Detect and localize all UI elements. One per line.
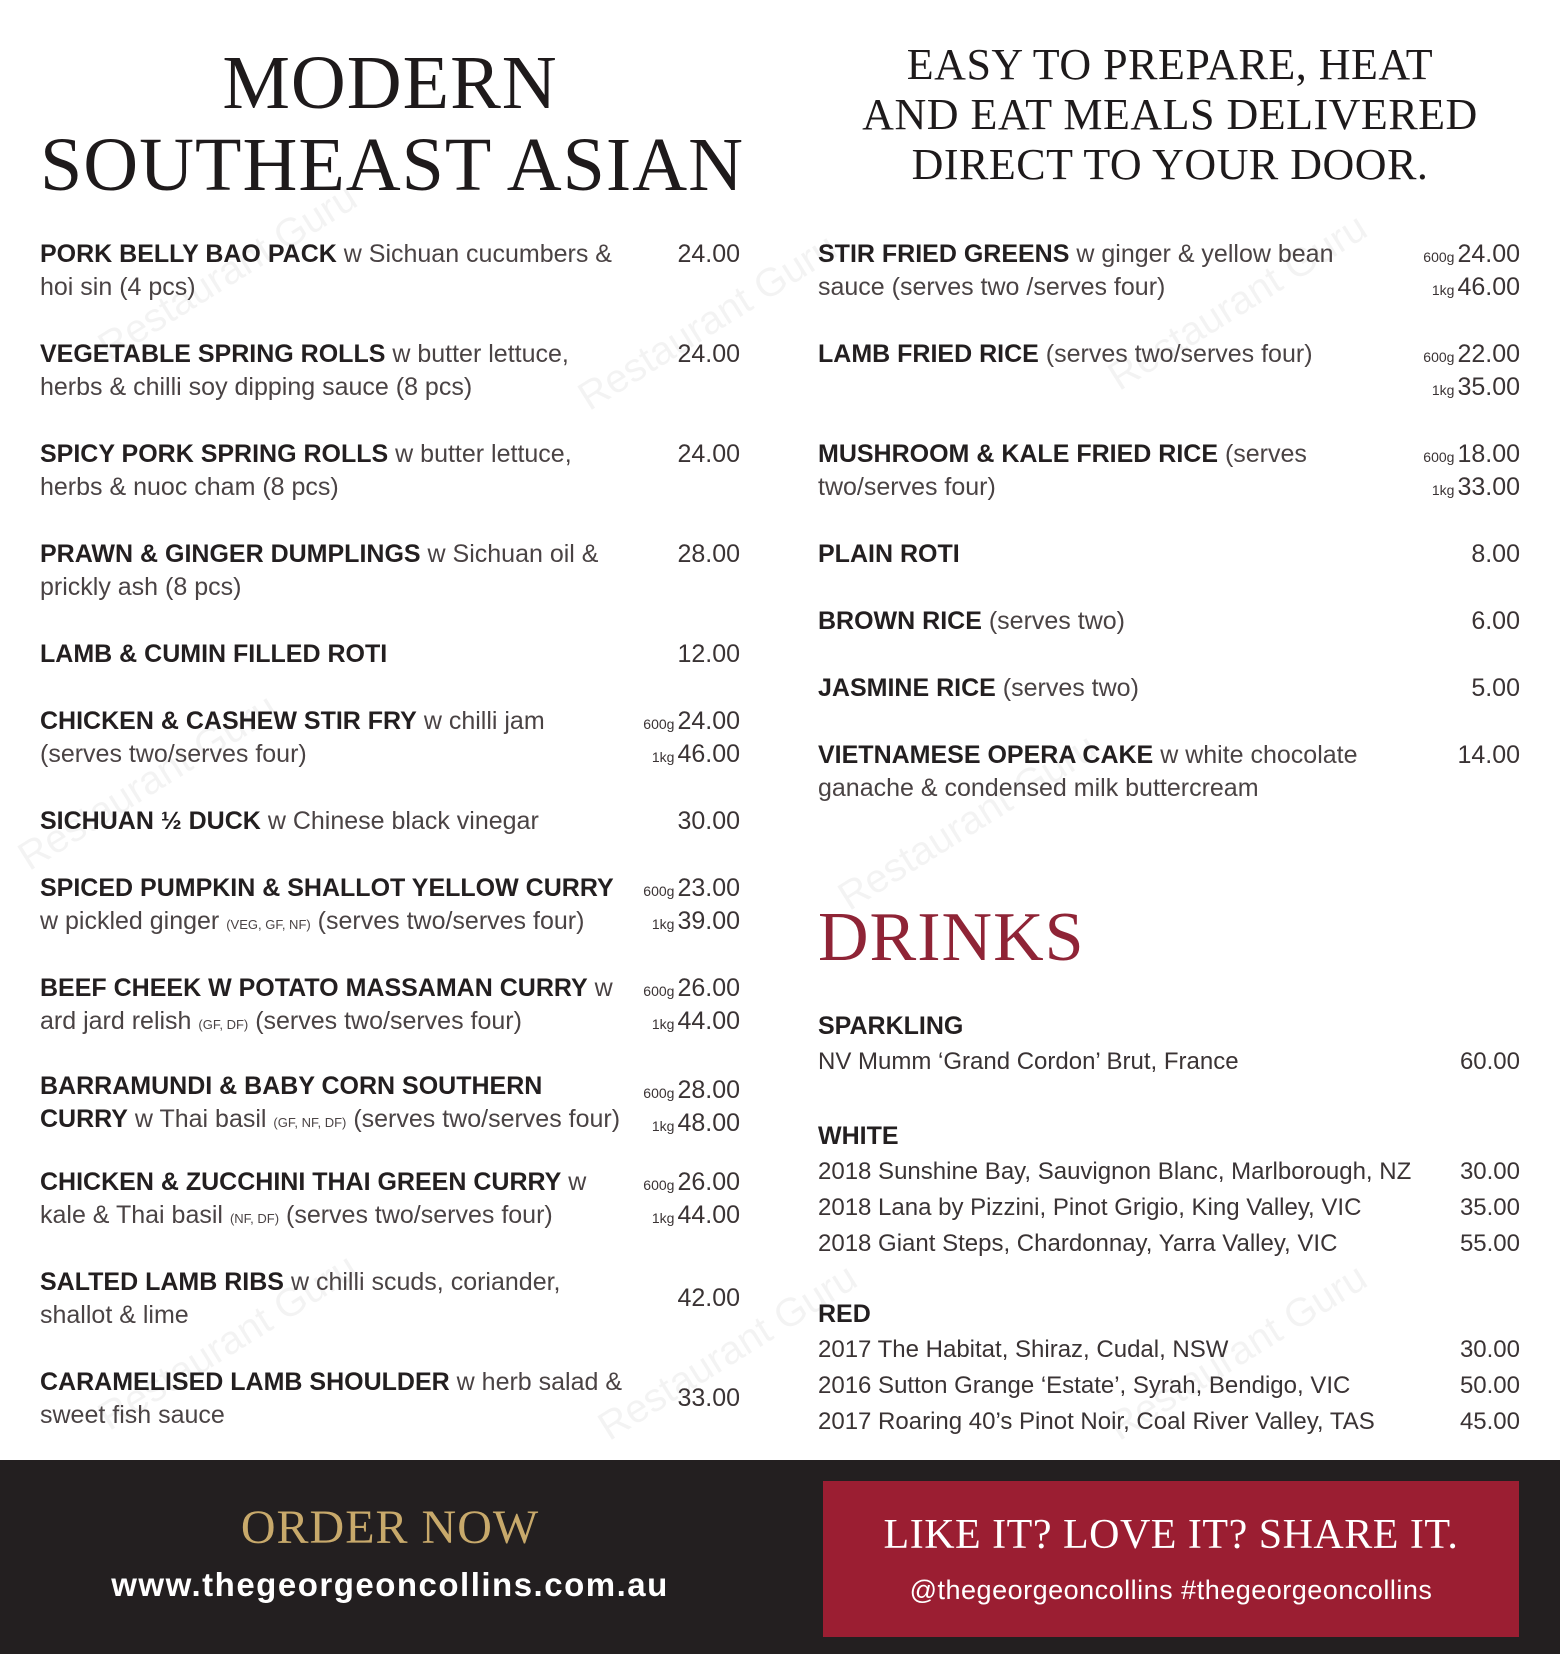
menu-item-text: [40, 1166, 625, 1235]
wine-name: NV Mumm ‘Grand Cordon’ Brut, France: [818, 1048, 1239, 1075]
wine-section-white: [818, 1118, 1520, 1262]
order-now-heading: ORDER NOW: [240, 1501, 540, 1554]
item-description: w herb salad & sweet fish sauce: [40, 1368, 623, 1429]
item-prices: [677, 638, 740, 671]
item-serving-note: (serves two/serves four): [286, 1201, 553, 1229]
footer-bar: [0, 1460, 1560, 1654]
menu-item-text: [40, 872, 625, 941]
item-name: CARAMELISED LAMB SHOULDER: [40, 1368, 450, 1396]
menu-item-text: [818, 338, 1388, 371]
wine-name: 2017 Roaring 40’s Pinot Noir, Coal River Valley, TAS: [818, 1408, 1375, 1435]
portion-size: 600g: [643, 1177, 675, 1193]
item-name: SPICY PORK SPRING ROLLS: [40, 440, 389, 468]
price: 39.00: [677, 907, 740, 935]
item-serving-note: (serves two/serves four): [353, 1105, 621, 1133]
wine-price: 30.00: [1459, 1158, 1520, 1185]
item-name: BARRAMUNDI & BABY CORN SOUTHERN CURRY: [40, 1072, 543, 1133]
item-name: PRAWN & GINGER DUMPLINGS: [40, 540, 421, 568]
social-handles[interactable]: @thegeorgeoncollins #thegeorgeoncollins: [909, 1575, 1433, 1605]
price: 26.00: [677, 1168, 740, 1196]
item-name: BEEF CHEEK W POTATO MASSAMAN CURRY: [40, 974, 588, 1002]
item-prices: [1471, 538, 1520, 571]
price-line: [643, 1107, 740, 1140]
menu-item-text: [818, 538, 1388, 571]
item-name: CHICKEN & CASHEW STIR FRY: [40, 707, 417, 735]
price-line: [1423, 271, 1520, 304]
price: 33.00: [677, 1384, 740, 1412]
price-line: [677, 638, 740, 671]
item-prices: [677, 438, 740, 471]
price-line: [643, 705, 740, 738]
item-description: w kale & Thai basil: [40, 1168, 587, 1229]
wine-category: WHITE: [818, 1122, 899, 1150]
price: 24.00: [677, 340, 740, 368]
item-name: CHICKEN & ZUCCHINI THAI GREEN CURRY: [40, 1168, 562, 1196]
item-prices: [643, 1074, 740, 1140]
wine-price: 35.00: [1459, 1194, 1520, 1221]
price-line: [1471, 672, 1520, 705]
price-line: [1457, 739, 1520, 772]
item-description: w butter lettuce, herbs & chilli soy dipping sauce (8 pcs): [40, 340, 569, 401]
item-name: LAMB FRIED RICE: [818, 340, 1039, 368]
portion-size: 1kg: [1431, 382, 1455, 398]
item-prices: [643, 872, 740, 938]
portion-size: 600g: [643, 883, 675, 899]
wine-row: [818, 1368, 1520, 1404]
wine-price: 60.00: [1459, 1048, 1520, 1075]
menu-item-text: [818, 672, 1388, 705]
menu-item-text: [40, 1070, 625, 1139]
title-line: MODERN: [222, 41, 558, 125]
price-line: [677, 538, 740, 571]
price: 28.00: [677, 540, 740, 568]
menu-item-text: [818, 438, 1388, 504]
wine-name: 2018 Giant Steps, Chardonnay, Yarra Valley, VIC: [818, 1230, 1338, 1257]
item-prices: [1423, 238, 1520, 304]
wine-name: 2017 The Habitat, Shiraz, Cudal, NSW: [818, 1336, 1229, 1363]
wine-section-red: [818, 1296, 1520, 1440]
portion-size: 1kg: [1431, 282, 1455, 298]
item-description: (serves two): [1002, 674, 1139, 702]
page-title: [40, 41, 745, 207]
price-line: [1471, 605, 1520, 638]
menu-item-text: [818, 605, 1388, 638]
price-line: [1423, 338, 1520, 371]
menu-item-text: [40, 1266, 625, 1332]
price: 24.00: [677, 707, 740, 735]
price: 24.00: [677, 240, 740, 268]
item-prices: [1457, 739, 1520, 772]
item-name: SALTED LAMB RIBS: [40, 1268, 284, 1296]
item-description: w Sichuan oil & prickly ash (8 pcs): [40, 540, 599, 601]
wine-section-sparkling: [818, 1008, 1520, 1080]
item-description: w Thai basil: [134, 1105, 267, 1133]
price-line: [677, 1282, 740, 1315]
menu-item-text: [40, 638, 625, 671]
tagline-line: AND EAT MEALS DELIVERED: [862, 90, 1478, 139]
price-line: [643, 1005, 740, 1038]
item-description: (serves two/serves four): [818, 440, 1307, 501]
website-link[interactable]: www.thegeorgeoncollins.com.au: [111, 1566, 669, 1603]
item-name: JASMINE RICE: [818, 674, 996, 702]
item-description: w butter lettuce, herbs & nuoc cham (8 pcs): [40, 440, 572, 501]
menu-item-text: [40, 805, 625, 838]
item-description: w pickled ginger: [40, 907, 220, 935]
portion-size: 1kg: [651, 1016, 675, 1032]
price-line: [1423, 471, 1520, 504]
item-name: STIR FRIED GREENS: [818, 240, 1070, 268]
wine-row: [818, 1226, 1520, 1262]
wine-category: RED: [818, 1300, 871, 1328]
price: 6.00: [1471, 607, 1520, 635]
menu-item-text: [40, 1366, 625, 1432]
menu-item-text: [818, 739, 1388, 805]
menu-item-text: [40, 238, 625, 304]
item-prices: [677, 238, 740, 271]
price: 48.00: [677, 1109, 740, 1137]
title-line: SOUTHEAST ASIAN: [40, 123, 745, 207]
wine-name: 2018 Lana by Pizzini, Pinot Grigio, King Valley, VIC: [818, 1194, 1362, 1221]
portion-size: 600g: [643, 983, 675, 999]
price: 35.00: [1457, 373, 1520, 401]
item-prices: [643, 705, 740, 771]
item-prices: [1423, 338, 1520, 404]
price: 22.00: [1457, 340, 1520, 368]
item-description: w Sichuan cucumbers & hoi sin (4 pcs): [40, 240, 612, 301]
price: 46.00: [1457, 273, 1520, 301]
price-line: [643, 972, 740, 1005]
portion-size: 1kg: [651, 749, 675, 765]
portion-size: 600g: [643, 1085, 675, 1101]
price: 23.00: [677, 874, 740, 902]
price: 44.00: [677, 1201, 740, 1229]
wine-row: [818, 1154, 1520, 1190]
wine-price: 50.00: [1459, 1372, 1520, 1399]
wine-name: 2018 Sunshine Bay, Sauvignon Blanc, Marlborough, NZ: [818, 1158, 1412, 1185]
item-description: (serves two): [988, 607, 1125, 635]
wine-price: 55.00: [1459, 1230, 1520, 1257]
wine-row: [818, 1044, 1520, 1080]
price: 14.00: [1457, 741, 1520, 769]
item-name: VEGETABLE SPRING ROLLS: [40, 340, 386, 368]
share-panel: [823, 1481, 1519, 1637]
item-prices: [677, 1282, 740, 1315]
wine-row: [818, 1404, 1520, 1440]
wine-category: SPARKLING: [818, 1012, 964, 1040]
price: 12.00: [677, 640, 740, 668]
item-name: VIETNAMESE OPERA CAKE: [818, 741, 1154, 769]
price: 26.00: [677, 974, 740, 1002]
price-line: [1423, 238, 1520, 271]
item-prices: [677, 538, 740, 571]
item-prices: [643, 972, 740, 1038]
item-name: SPICED PUMPKIN & SHALLOT YELLOW CURRY: [40, 874, 614, 902]
item-description: w chilli scuds, coriander, shallot & lime: [40, 1268, 561, 1329]
tagline-line: DIRECT TO YOUR DOOR.: [911, 140, 1429, 189]
price-line: [677, 438, 740, 471]
price-line: [1423, 371, 1520, 404]
price: 18.00: [1457, 440, 1520, 468]
item-description: (serves two/serves four): [1045, 340, 1313, 368]
dietary-tags: (GF, NF, DF): [273, 1115, 347, 1130]
wine-price: 45.00: [1459, 1408, 1520, 1435]
item-description: w white chocolate ganache & condensed milk buttercream: [818, 741, 1358, 802]
item-description: w ginger & yellow bean sauce (serves two /serves four): [818, 240, 1334, 301]
portion-size: 600g: [643, 716, 675, 732]
item-prices: [643, 1166, 740, 1232]
menu-item-text: [40, 538, 625, 604]
portion-size: 1kg: [651, 916, 675, 932]
price-line: [677, 338, 740, 371]
dietary-tags: (NF, DF): [229, 1211, 280, 1226]
item-prices: [1471, 672, 1520, 705]
price: 8.00: [1471, 540, 1520, 568]
menu-item-text: [40, 705, 625, 771]
portion-size: 1kg: [651, 1118, 675, 1134]
price-line: [643, 738, 740, 771]
price: 44.00: [677, 1007, 740, 1035]
price: 30.00: [677, 807, 740, 835]
price-line: [1471, 538, 1520, 571]
item-name: MUSHROOM & KALE FRIED RICE: [818, 440, 1218, 468]
item-prices: [1423, 438, 1520, 504]
item-description: w Chinese black vinegar: [267, 807, 539, 835]
price: 33.00: [1457, 473, 1520, 501]
item-serving-note: (serves two/serves four): [317, 907, 585, 935]
price: 24.00: [1457, 240, 1520, 268]
price: 28.00: [677, 1076, 740, 1104]
item-description: w ard jard relish: [40, 974, 613, 1035]
price-line: [643, 1199, 740, 1232]
item-name: PORK BELLY BAO PACK: [40, 240, 337, 268]
price: 24.00: [677, 440, 740, 468]
wine-price: 30.00: [1459, 1336, 1520, 1363]
item-prices: [1471, 605, 1520, 638]
price-line: [677, 1382, 740, 1415]
price-line: [677, 238, 740, 271]
price: 46.00: [677, 740, 740, 768]
price: 42.00: [677, 1284, 740, 1312]
dietary-tags: (VEG, GF, NF): [226, 917, 311, 932]
price-line: [643, 1074, 740, 1107]
tagline: [820, 40, 1520, 190]
price-line: [1423, 438, 1520, 471]
item-description: w chilli jam (serves two/serves four): [40, 707, 545, 768]
dietary-tags: (GF, DF): [198, 1017, 249, 1032]
item-name: SICHUAN ½ DUCK: [40, 807, 261, 835]
wine-row: [818, 1332, 1520, 1368]
item-prices: [677, 338, 740, 371]
item-name: PLAIN ROTI: [818, 540, 960, 568]
item-serving-note: (serves two/serves four): [255, 1007, 522, 1035]
price: 5.00: [1471, 674, 1520, 702]
drinks-heading: DRINKS: [818, 899, 1085, 976]
portion-size: 600g: [1423, 449, 1455, 465]
portion-size: 600g: [1423, 249, 1455, 265]
portion-size: 1kg: [1431, 482, 1455, 498]
menu-item-text: [40, 338, 625, 404]
price-line: [677, 805, 740, 838]
share-heading: LIKE IT? LOVE IT? SHARE IT.: [883, 1512, 1459, 1558]
menu-item-text: [818, 238, 1388, 304]
tagline-line: EASY TO PREPARE, HEAT: [906, 40, 1434, 89]
menu-item-text: [40, 438, 625, 504]
wine-row: [818, 1190, 1520, 1226]
menu-item-text: [40, 972, 625, 1041]
portion-size: 1kg: [651, 1210, 675, 1226]
item-prices: [677, 1382, 740, 1415]
item-prices: [677, 805, 740, 838]
portion-size: 600g: [1423, 349, 1455, 365]
price-line: [643, 1166, 740, 1199]
price-line: [643, 872, 740, 905]
item-name: BROWN RICE: [818, 607, 982, 635]
item-name: LAMB & CUMIN FILLED ROTI: [40, 640, 388, 668]
price-line: [643, 905, 740, 938]
wine-name: 2016 Sutton Grange ‘Estate’, Syrah, Bendigo, VIC: [818, 1372, 1351, 1399]
